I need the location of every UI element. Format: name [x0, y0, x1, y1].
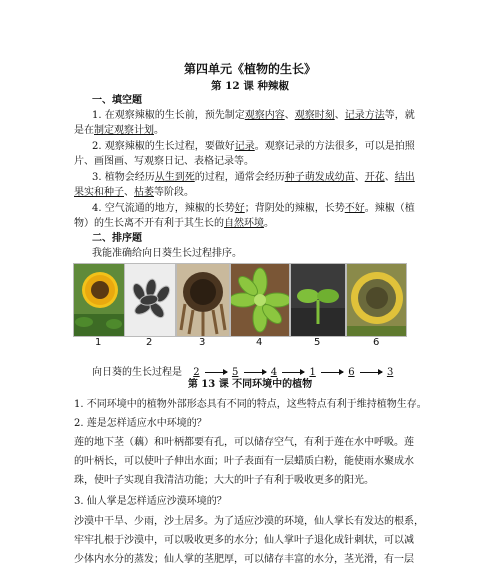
q1-sep-2: 、: [334, 110, 345, 121]
sequence-step-6: 3: [386, 367, 394, 378]
q3-answer-2: 种子萌发成幼苗: [284, 172, 355, 183]
q3-text-a: 3. 植物会经历: [92, 172, 155, 183]
q3-end: 等阶段。: [154, 187, 194, 198]
q2-answer: 记录: [234, 141, 255, 152]
photo-dried-head: [176, 263, 230, 337]
q3-text-b: 的过程，通常会经历: [194, 172, 285, 183]
q4-answer-3: 自然环境: [224, 218, 264, 229]
q4-line2: [74, 217, 274, 231]
q2-line1: [92, 140, 415, 154]
arrow-right-icon: [244, 372, 266, 373]
q4-answer-1: 好: [234, 203, 245, 214]
sequence-step-5: 6: [348, 367, 355, 378]
photo-sunflower-bloom: [73, 263, 125, 337]
sunflower-bloom-image: [74, 264, 124, 336]
q1-line1: [92, 109, 415, 123]
q2-line2: 片、画图画、写观察日记、表格记录等。: [74, 156, 254, 167]
flower-head-image: [347, 264, 406, 336]
q4-end: 。: [264, 218, 274, 229]
q3-answer-4b: 果实和种子: [74, 187, 124, 198]
q3-answer-3: 开花: [364, 172, 385, 183]
q4-text-b: ；背阴处的辣椒，长势: [244, 203, 345, 214]
sequence-step-1: 2: [193, 367, 200, 378]
photo-sprout: [290, 263, 346, 337]
section-2-heading: 二、排序题: [92, 233, 142, 244]
arrow-right-icon: [205, 372, 227, 373]
photo-label-3: 3: [199, 337, 206, 348]
q4-text-c: 。辣椒（植: [364, 203, 415, 214]
q1-answer-4: 制定观察计划: [94, 125, 154, 136]
photo-label-5: 5: [314, 337, 321, 348]
lotus-answer-line3: 珠，使叶子实现自我清洁功能；大大的叶子有利于吸收更多的阳光。: [74, 475, 374, 486]
photo-seeds: [124, 263, 176, 337]
photo-label-1: 1: [95, 337, 102, 348]
q4-text-a: 4. 空气流通的地方，辣椒的长势: [92, 203, 235, 214]
lesson13-question-2: 2. 莲是怎样适应水中环境的？: [74, 418, 207, 429]
photo-seedling-leaves: [230, 263, 290, 337]
lesson13-point-1: 1. 不同环境中的植物外部形态具有不同的特点，这些特点有利于维持植物生存。: [74, 399, 427, 410]
q4-answer-2: 不好: [344, 203, 365, 214]
dried-sunflower-image: [177, 264, 229, 336]
q3-answer-5: 枯萎: [134, 187, 154, 198]
photo-label-6: 6: [373, 337, 380, 348]
sunflower-sequence: [92, 363, 393, 378]
q1-end: 。: [154, 125, 164, 136]
cactus-answer-line2: 牢牢扎根于沙漠中，可以吸收更多的水分；仙人掌叶子退化成针刺状，可以减: [74, 535, 414, 546]
unit-title: 第四单元《植物的生长》: [183, 62, 316, 76]
q1-sep-1: 、: [284, 110, 295, 121]
q1-line2: [74, 124, 164, 138]
q1-answer-2: 观察时刻: [294, 110, 335, 121]
q1-text-a: 1. 在观察辣椒的生长前，预先制定: [92, 110, 245, 121]
lotus-answer-line1: 莲的地下茎（藕）和叶柄都要有孔，可以储存空气，有利于莲在水中呼吸。莲: [74, 437, 414, 448]
q2-text-b: 。观察记录的方法很多，可以是拍照: [254, 141, 415, 152]
q4-text-d: 物）的生长离不开有利于其生长的: [74, 218, 224, 229]
sprout-image: [291, 264, 345, 336]
cactus-answer-line1: 沙漠中干旱、少雨，沙土居多。为了适应沙漠的环境，仙人掌长有发达的根系，: [74, 516, 424, 527]
sort-prompt: 我能准确给向日葵生长过程排序。: [92, 248, 242, 259]
lesson13-question-3: 3. 仙人掌是怎样适应沙漠环境的？: [74, 496, 227, 507]
q1-text-c: 是在: [74, 125, 94, 136]
q2-text-a: 2. 观察辣椒的生长过程，要做好: [92, 141, 235, 152]
sequence-label: 向日葵的生长过程是: [92, 367, 182, 378]
q4-line1: [92, 202, 415, 216]
sequence-step-3: 4: [270, 367, 278, 378]
q3-sep-1: 、: [354, 172, 365, 183]
sequence-step-2: 5: [231, 367, 239, 378]
seedling-leaves-image: [231, 264, 289, 336]
q1-text-b: 等，就: [384, 110, 415, 121]
q3-sep-3: 、: [124, 187, 134, 198]
lesson-12-title: 第 12 课 种辣椒: [210, 80, 290, 92]
q3-sep-2: 、: [384, 172, 395, 183]
section-1-heading: 一、填空题: [92, 95, 142, 106]
photo-label-2: 2: [146, 337, 153, 348]
q1-answer-1: 观察内容: [244, 110, 285, 121]
photo-label-4: 4: [256, 337, 263, 348]
sequence-step-4: 1: [309, 367, 316, 378]
arrow-right-icon: [360, 372, 382, 373]
photo-flower-head: [346, 263, 407, 337]
arrow-right-icon: [282, 372, 304, 373]
lotus-answer-line2: 的叶柄长，可以使叶子伸出水面；叶子表面有一层蜡质白粉，能使雨水聚成水: [74, 456, 414, 467]
q3-answer-1: 从生到死: [154, 172, 195, 183]
sunflower-seeds-image: [125, 264, 175, 336]
arrow-right-icon: [321, 372, 343, 373]
q3-line2: [74, 186, 194, 200]
q3-answer-4a: 结出: [394, 172, 415, 183]
cactus-answer-line3: 少体内水分的蒸发；仙人掌的茎肥厚，可以储存丰富的水分，茎光滑，有一层: [74, 554, 414, 565]
q3-line1: [92, 171, 415, 185]
lesson-13-title: 第 13 课 不同环境中的植物: [187, 379, 313, 390]
q1-answer-3: 记录方法: [344, 110, 385, 121]
